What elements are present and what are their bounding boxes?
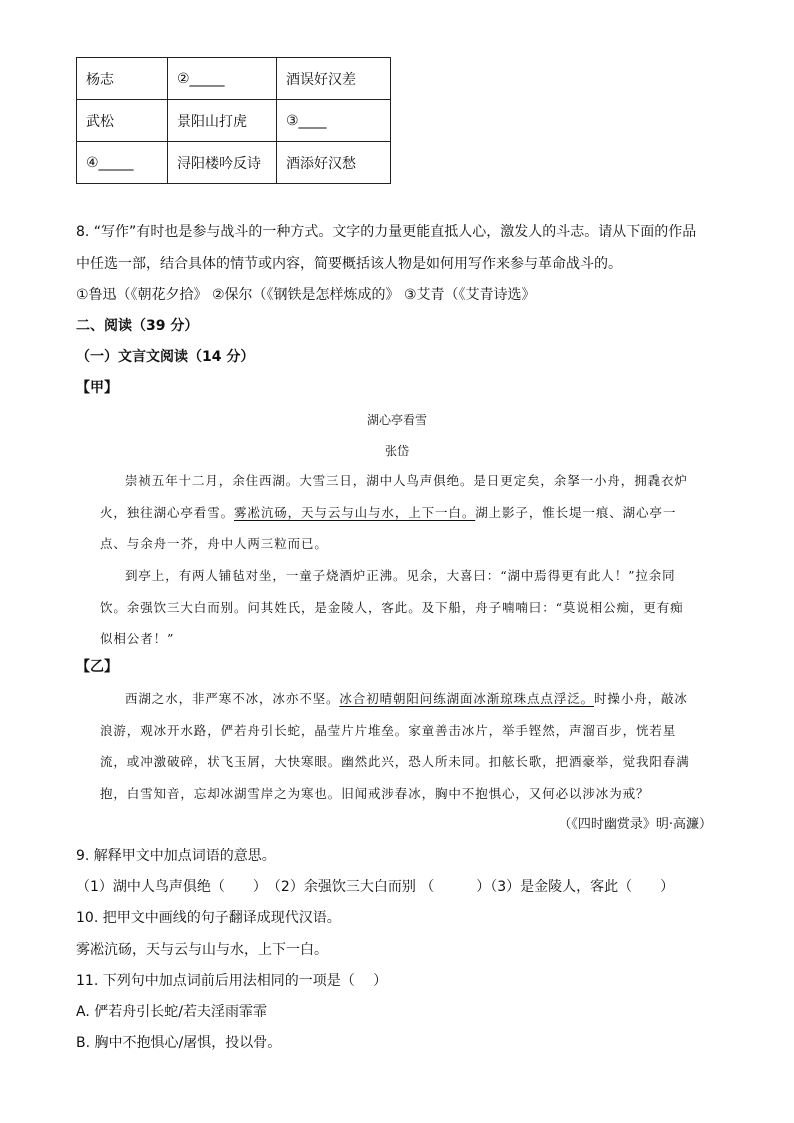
passage-text: 崇祯五年十二月，余住西湖。大雪三日，湖中人鸟声俱绝。是日更定矣，余拏一小舟，拥毳衣炉火，独往湖心亭看雪。 (100, 473, 688, 520)
section-heading-reading: 二、阅读（39 分） (76, 318, 199, 334)
table-cell: ②_____ (168, 58, 277, 100)
character-table (76, 57, 391, 184)
passage-source: （《四时幽赏录》明·高濂） (558, 817, 712, 832)
passage-text: 到亭上，有两人铺毡对坐，一童子烧酒炉正沸。见余，大喜曰：“湖中焉得更有此人！”拉余同饮。余强饮三大白而别。问其姓氏，是金陵人，客此。及下船，舟子喃喃曰：“莫说相公痴，更有痴似相公者！” (100, 568, 684, 646)
passage-text: 时操小舟，敲冰浪游，观冰开水路，俨若舟引长蛇，晶莹片片堆垒。家童善击冰片，举手铿然，声溜百步，恍若星流，或冲激破碎，状飞玉屑，大快寒眼。幽然此兴，恐人所未同。扣舷长歌，把酒豪举，觉我阳春满抱，白雪知音，忘却冰湖雪岸之为寒也。旧闻戒涉春冰，胸中不抱惧心，又何必以涉冰为戒？ (100, 691, 690, 801)
passage-label-jia: 【甲】 (76, 380, 118, 396)
table-cell: ④_____ (77, 142, 168, 184)
question-11-option-b: B. 胸中不抱惧心/屠惧，投以骨。 (76, 1035, 282, 1051)
underlined-sentence: 冰合初晴朝阳问练湖面冰渐琼珠点点浮泛。 (339, 691, 595, 706)
question-11-option-a: A. 俨若舟引长蛇/若夫淫雨霏霏 (76, 1004, 267, 1020)
passage-jia-paragraph-1 (100, 465, 694, 560)
table-cell: 浔阳楼吟反诗 (168, 142, 277, 184)
underlined-sentence: 雾凇沆砀，天与云与山与水，上下一白。 (234, 504, 476, 520)
passage-author: 张岱 (384, 444, 409, 458)
table-cell: 杨志 (77, 58, 168, 100)
table-row (77, 58, 391, 100)
passage-text: 西湖之水，非严寒不冰，冰亦不坚。 (125, 691, 340, 706)
table-cell: 酒误好汉差 (277, 58, 391, 100)
question-10-sentence: 雾凇沆砀，天与云与山与水，上下一白。 (76, 942, 328, 958)
table-row (77, 142, 391, 184)
question-9: 9. 解释甲文中加点词语的意思。 (76, 848, 276, 864)
question-11: 11. 下列句中加点词前后用法相同的一项是（ ） (76, 973, 388, 989)
question-8-line2: 中任选一部，结合具体的情节或内容，简要概括该人物是如何用写作来参与革命战斗的。 (76, 256, 622, 272)
passage-title: 湖心亭看雪 (366, 413, 427, 427)
table-cell: ③____ (277, 100, 391, 142)
passage-yi-paragraph (100, 683, 694, 809)
question-8-options: ①鲁迅（《朝花夕拾》 ②保尔（《钢铁是怎样炼成的》 ③艾青（《艾青诗选》 (76, 287, 536, 303)
table-cell: 武松 (77, 100, 168, 142)
passage-jia-paragraph-2 (100, 560, 694, 655)
subsection-heading-classical: （一）文言文阅读（14 分） (76, 349, 255, 365)
passage-label-yi: 【乙】 (76, 659, 118, 675)
question-9-items: （1）湖中人鸟声俱绝（ ） （2）余强饮三大白而别 （ ）（3）是金陵人，客此（ ） (76, 879, 675, 895)
table-cell: 酒添好汉愁 (277, 142, 391, 184)
table-cell: 景阳山打虎 (168, 100, 277, 142)
table-row (77, 100, 391, 142)
passage-text: 湖上影子，惟长堤一痕、湖心亭一点、与余舟一芥，舟中人两三粒而已。 (100, 504, 677, 551)
question-8-line1: 8. “写作”有时也是参与战斗的一种方式。文字的力量更能直抵人心，激发人的斗志。请从下面的作品 (76, 224, 697, 240)
question-10: 10. 把甲文中画线的句子翻译成现代汉语。 (76, 910, 341, 926)
